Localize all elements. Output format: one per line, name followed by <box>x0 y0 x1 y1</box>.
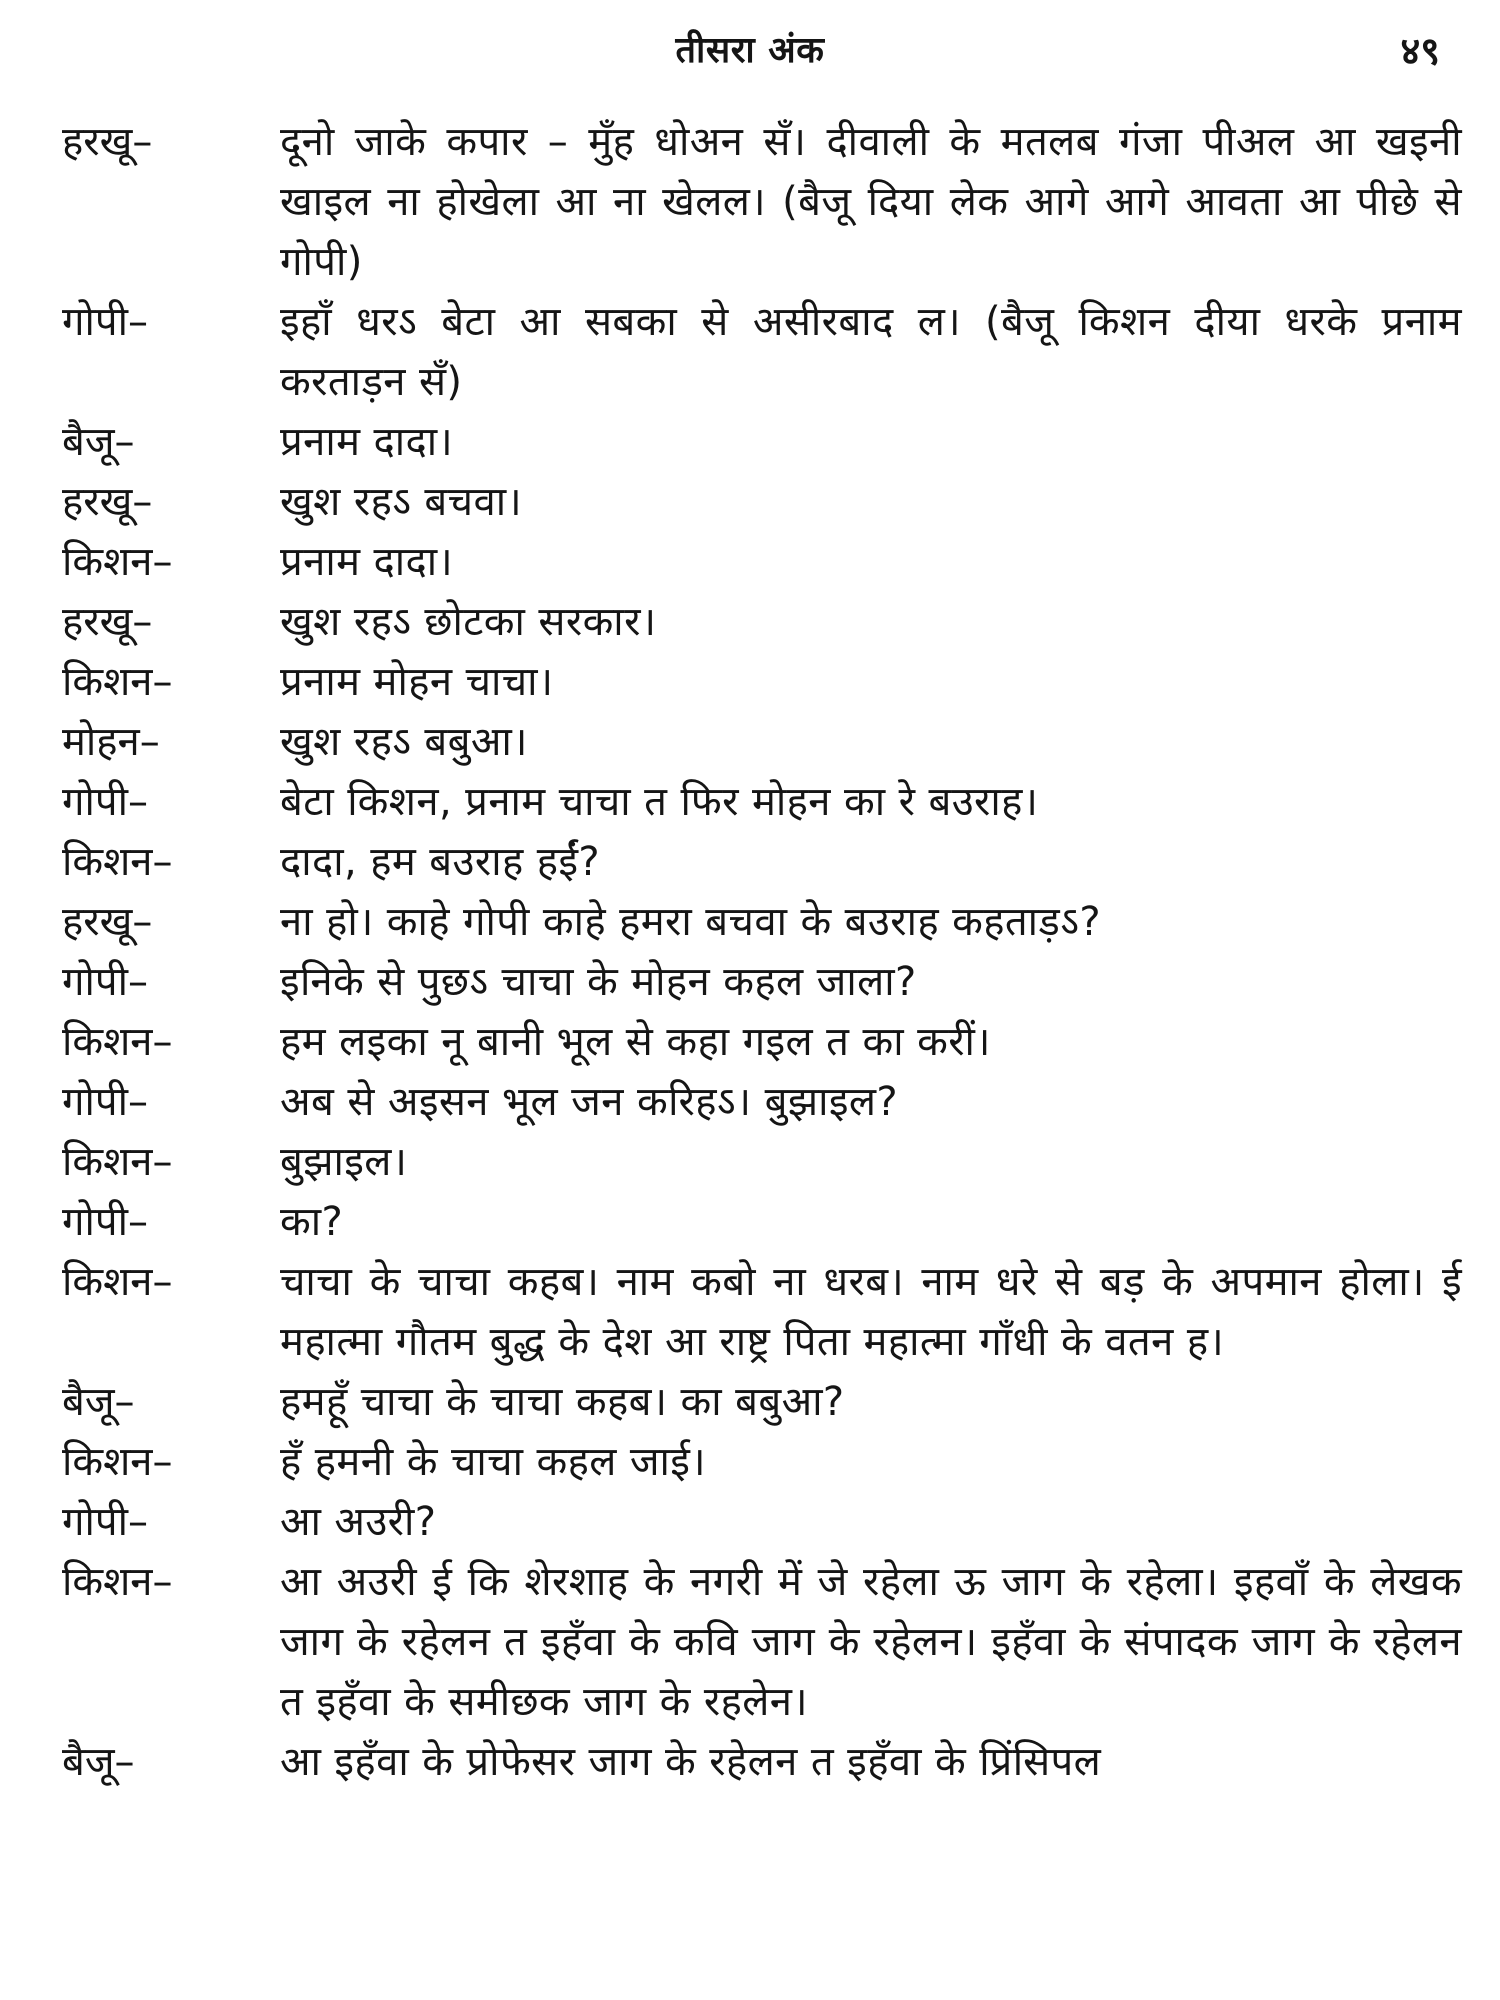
speaker-name: किशन– <box>62 539 173 585</box>
speaker-name: किशन– <box>62 1139 173 1185</box>
dialogue-entry <box>62 1732 1462 1792</box>
dialogue-entry <box>62 1552 1462 1732</box>
dialogue-entry <box>62 952 1462 1012</box>
dialogue-entry <box>62 892 1462 952</box>
dialogue-entry <box>62 1192 1462 1252</box>
speech-text: प्रनाम मोहन चाचा। <box>280 659 554 705</box>
dialogue-entry <box>62 1372 1462 1432</box>
dialogue-entry <box>62 472 1462 532</box>
speech-text: इनिके से पुछऽ चाचा के मोहन कहल जाला? <box>280 959 917 1005</box>
running-title: तीसरा अंक <box>675 30 825 71</box>
dialogue-entry <box>62 412 1462 472</box>
speaker-name: बैजू– <box>62 419 135 465</box>
speaker-name: किशन– <box>62 839 173 885</box>
speech-text: बुझाइल। <box>280 1139 408 1185</box>
dialogue-entry <box>62 1012 1462 1072</box>
speaker-name: गोपी– <box>62 1199 148 1245</box>
speech-text: दादा, हम बउराह हईं? <box>280 839 601 885</box>
dialogue-entry <box>62 112 1462 292</box>
speaker-name: किशन– <box>62 1019 173 1065</box>
page-number: ४९ <box>1400 29 1440 73</box>
dialogue-entry <box>62 592 1462 652</box>
speaker-name: मोहन– <box>62 719 160 765</box>
speech-text: इहाँ धरऽ बेटा आ सबका से असीरबाद ल। (बैजू किशन दीया धरके प्रनाम करताड़न सँ) <box>280 299 1462 405</box>
speaker-name: हरखू– <box>62 899 153 945</box>
speech-text: हम लइका नू बानी भूल से कहा गइल त का करीं। <box>280 1019 991 1065</box>
speaker-name: गोपी– <box>62 299 148 345</box>
dialogue-entry <box>62 1072 1462 1132</box>
speaker-name: बैजू– <box>62 1379 135 1425</box>
speech-text: प्रनाम दादा। <box>280 419 454 465</box>
speech-text: बेटा किशन, प्रनाम चाचा त फिर मोहन का रे बउराह। <box>280 779 1039 825</box>
speaker-name: गोपी– <box>62 959 148 1005</box>
speech-text: चाचा के चाचा कहब। नाम कबो ना धरब। नाम धरे से बड़ के अपमान होला। ई महात्मा गौतम बुद्ध के देश आ राष्ट्र पिता महात्मा गाँधी के वतन ह। <box>280 1259 1462 1365</box>
dialogue-entry <box>62 1432 1462 1492</box>
dialogue-entry <box>62 1252 1462 1372</box>
speaker-name: गोपी– <box>62 1499 148 1545</box>
dialogue-entry <box>62 652 1462 712</box>
speech-text: दूनो जाके कपार – मुँह धोअन सँ। दीवाली के मतलब गंजा पीअल आ खइनी खाइल ना होखेला आ ना खेलल। (बैजू दिया लेक आगे आगे आवता आ पीछे से गोपी) <box>280 119 1462 285</box>
dialogue-entry <box>62 1492 1462 1552</box>
speech-text: खुश रहऽ छोटका सरकार। <box>280 599 657 645</box>
speaker-name: किशन– <box>62 1259 173 1305</box>
speaker-name: हरखू– <box>62 119 153 165</box>
dialogue-entry <box>62 1132 1462 1192</box>
dialogue-list <box>62 112 1462 1792</box>
speech-text: आ इहँवा के प्रोफेसर जाग के रहेलन त इहँवा के प्रिंसिपल <box>280 1739 1102 1785</box>
speech-text: खुश रहऽ बबुआ। <box>280 719 528 765</box>
speaker-name: हरखू– <box>62 599 153 645</box>
dialogue-entry <box>62 292 1462 412</box>
speaker-name: बैजू– <box>62 1739 135 1785</box>
speaker-name: गोपी– <box>62 1079 148 1125</box>
speaker-name: किशन– <box>62 1439 173 1485</box>
speaker-name: किशन– <box>62 659 173 705</box>
speech-text: हँ हमनी के चाचा कहल जाई। <box>280 1439 706 1485</box>
dialogue-entry <box>62 712 1462 772</box>
page-header <box>0 18 1500 88</box>
dialogue-entry <box>62 532 1462 592</box>
speech-text: का? <box>280 1199 344 1245</box>
speech-text: ना हो। काहे गोपी काहे हमरा बचवा के बउराह कहताड़ऽ? <box>280 899 1101 945</box>
speaker-name: हरखू– <box>62 479 153 525</box>
speech-text: आ अउरी ई कि शेरशाह के नगरी में जे रहेला ऊ जाग के रहेला। इहवाँ के लेखक जाग के रहेलन त इहँवा के कवि जाग के रहेलन। इहँवा के संपादक जाग के रहेलन त इहँवा के समीछक जाग के रहलेन। <box>280 1559 1462 1725</box>
dialogue-entry <box>62 772 1462 832</box>
speech-text: अब से अइसन भूल जन करिहऽ। बुझाइल? <box>280 1079 899 1125</box>
speech-text: प्रनाम दादा। <box>280 539 454 585</box>
speaker-name: गोपी– <box>62 779 148 825</box>
speaker-name: किशन– <box>62 1559 173 1605</box>
dialogue-entry <box>62 832 1462 892</box>
speech-text: आ अउरी? <box>280 1499 437 1545</box>
speech-text: हमहूँ चाचा के चाचा कहब। का बबुआ? <box>280 1379 845 1425</box>
speech-text: खुश रहऽ बचवा। <box>280 479 523 525</box>
